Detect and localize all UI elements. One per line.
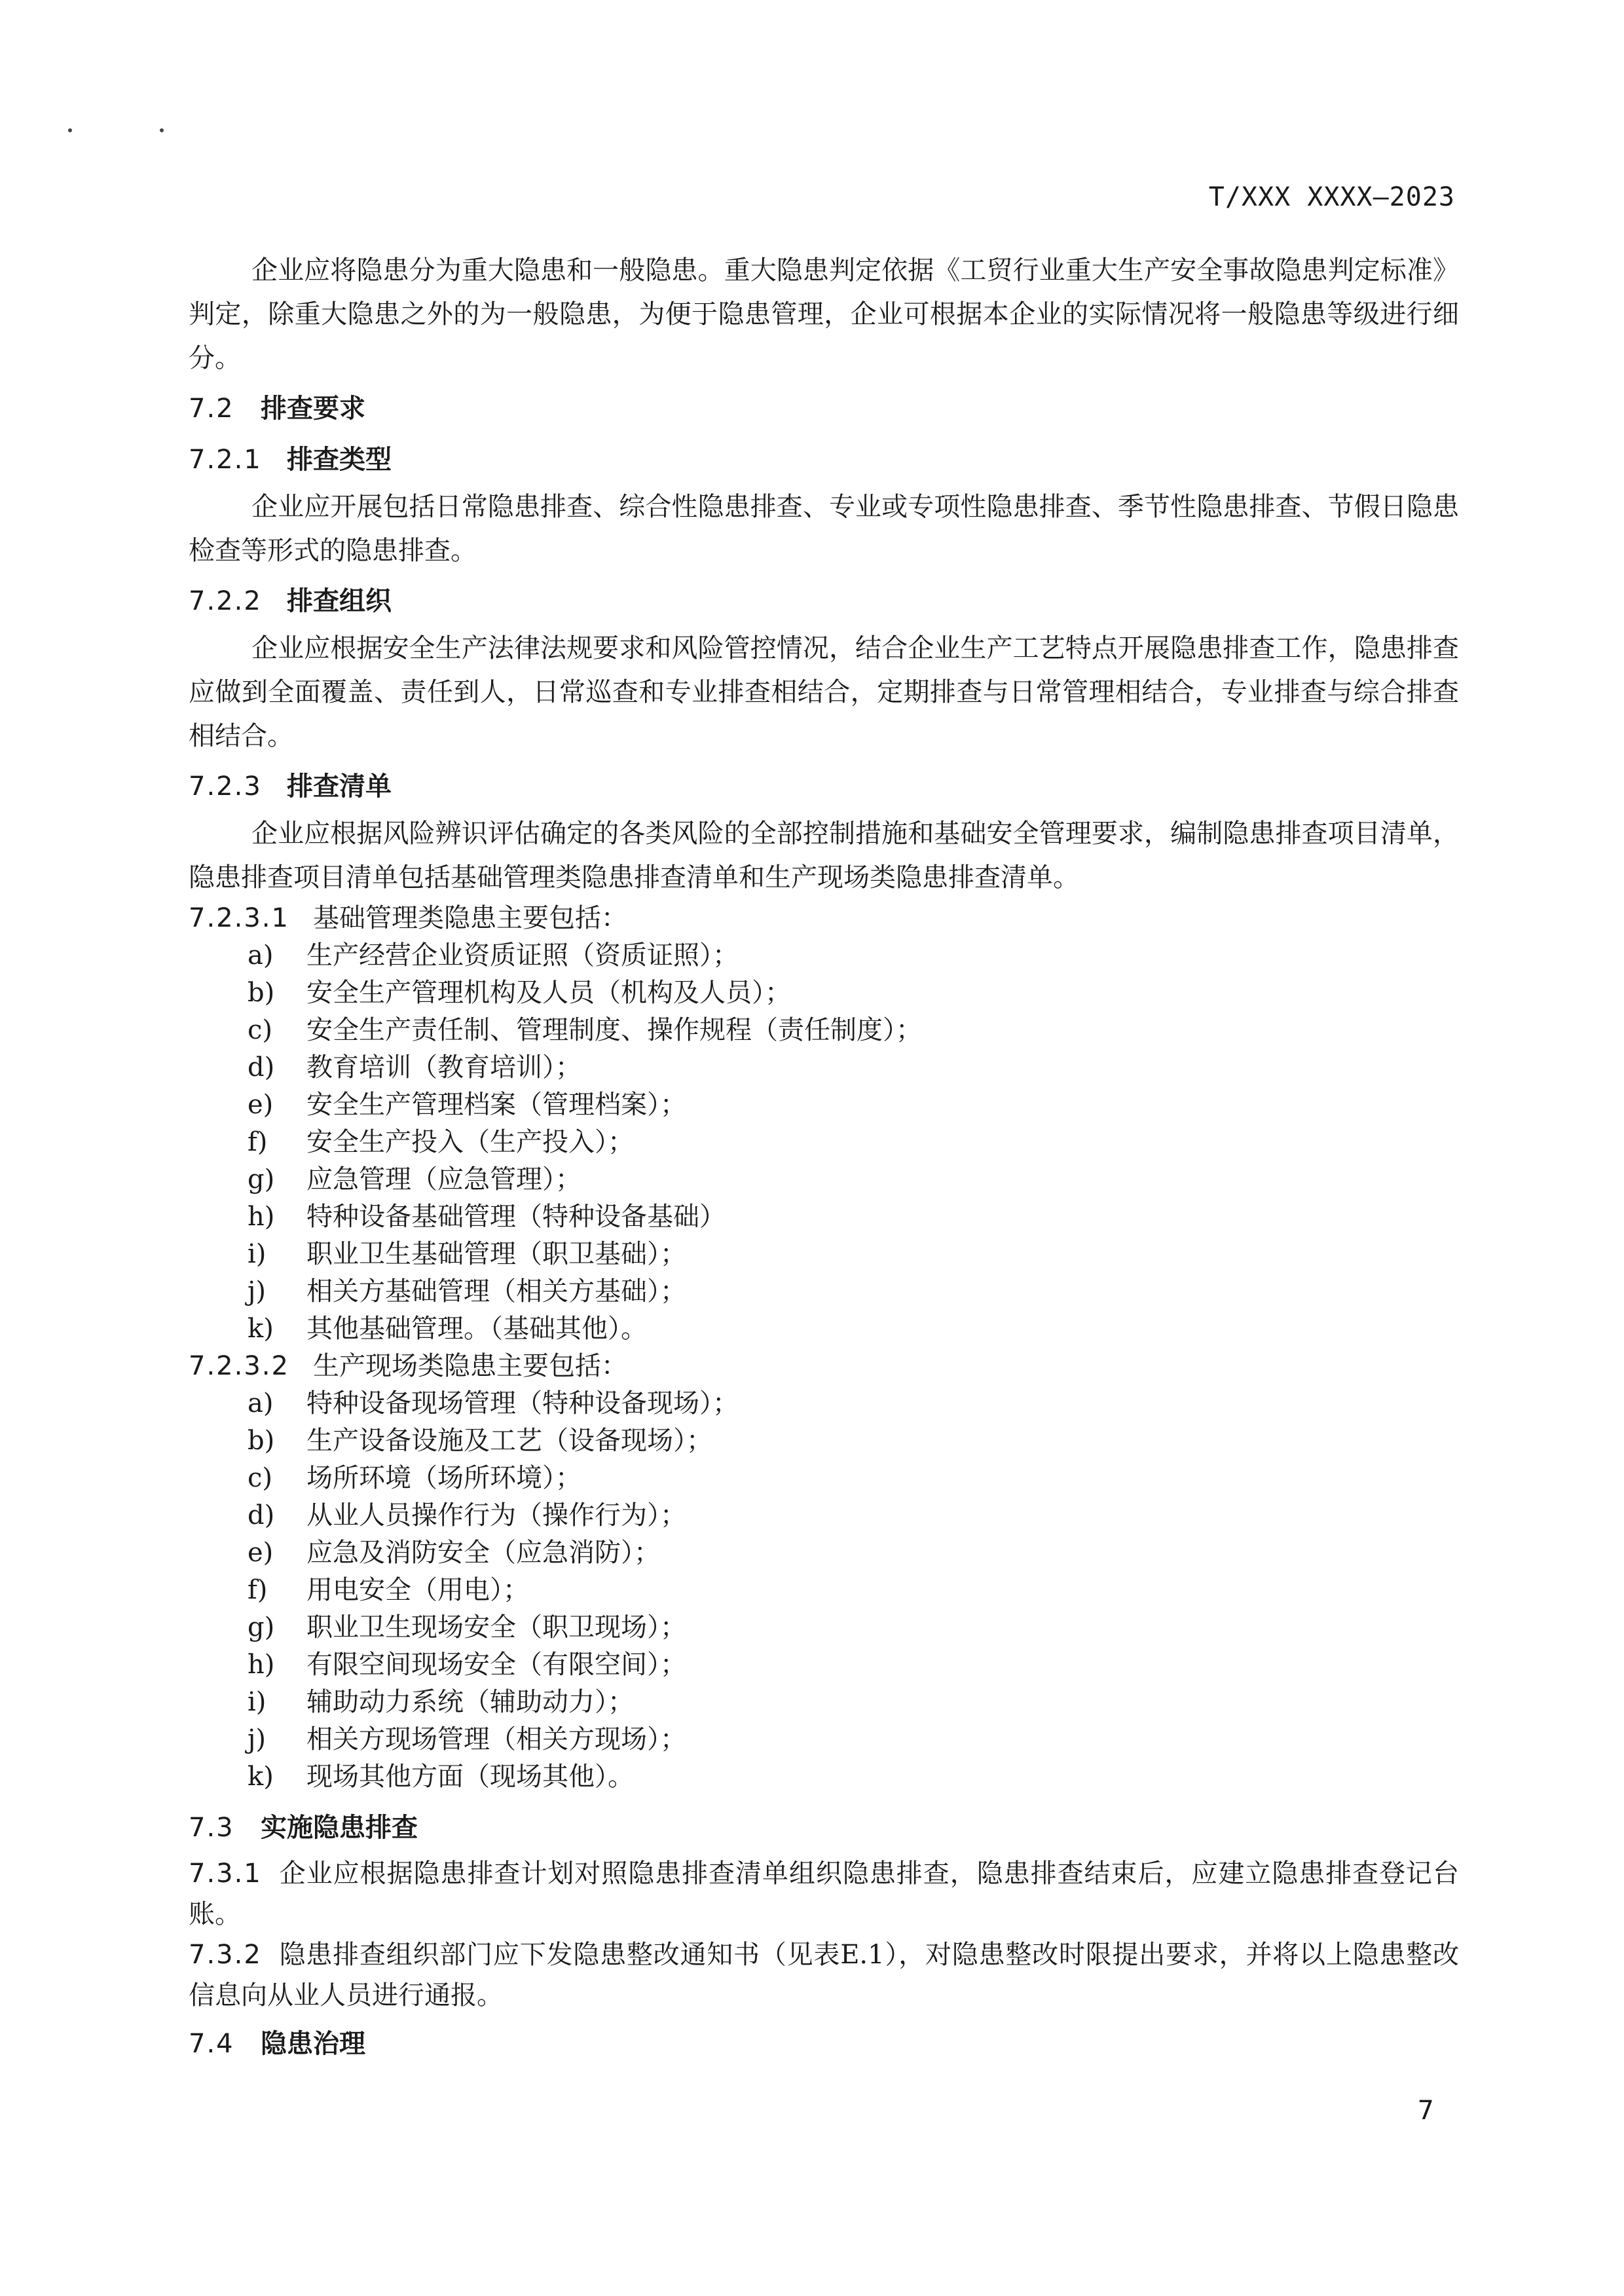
page-number: 7 — [1417, 2096, 1434, 2126]
list-item-marker: b) — [248, 1426, 275, 1456]
section-title: 生产现场类隐患主要包括： — [313, 1351, 627, 1381]
list-item-text: 有限空间现场安全（有限空间）； — [306, 1650, 686, 1680]
section-title: 基础管理类隐患主要包括： — [313, 903, 627, 933]
section-title: 排查清单 — [287, 771, 392, 802]
list-item-text: 安全生产责任制、管理制度、操作规程（责任制度）； — [306, 1015, 922, 1045]
list-item-text: 职业卫生现场安全（职卫现场）； — [306, 1612, 686, 1642]
list-item-marker: h) — [248, 1202, 275, 1232]
list-item-text: 其他基础管理。（基础其他）。 — [306, 1314, 647, 1344]
section-title: 排查类型 — [287, 445, 392, 475]
list-item-text: 应急及消防安全（应急消防）； — [306, 1538, 660, 1568]
list-item-marker: i) — [248, 1687, 267, 1717]
list-item-marker: d) — [248, 1500, 275, 1530]
list-item — [189, 1758, 1459, 1796]
section-7-2-2-text: 企业应根据安全生产法律法规要求和风险管控情况，结合企业生产工艺特点开展隐患排查工作，隐患排查应做到全面覆盖、责任到人，日常巡查和专业排查相结合，定期排查与日常管理相结合，专业排查与综合排查相结合。 — [189, 633, 1459, 751]
production-site-list — [189, 1385, 1459, 1796]
section-number: 7.3.2 — [189, 1940, 262, 1970]
section-7-2-3-1-heading — [189, 900, 1459, 937]
list-item — [189, 1161, 1459, 1198]
list-item-marker: f) — [248, 1127, 268, 1157]
list-item — [189, 1572, 1459, 1609]
section-number: 7.2 — [189, 394, 234, 424]
section-number: 7.2.3.1 — [189, 903, 289, 933]
section-number: 7.2.3 — [189, 771, 262, 802]
list-item-marker: j) — [248, 1724, 267, 1754]
list-item-text: 相关方基础管理（相关方基础）； — [306, 1276, 686, 1306]
list-item-text: 安全生产管理档案（管理档案）； — [306, 1090, 686, 1120]
list-item-text: 安全生产管理机构及人员（机构及人员）； — [306, 978, 791, 1008]
section-7-2-3-text: 企业应根据风险辨识评估确定的各类风险的全部控制措施和基础安全管理要求，编制隐患排查项目清单，隐患排查项目清单包括基础管理类隐患排查清单和生产现场类隐患排查清单。 — [189, 819, 1459, 893]
list-item-text: 特种设备基础管理（特种设备基础） — [306, 1202, 726, 1232]
section-7-2-heading — [189, 386, 1459, 432]
section-number: 7.4 — [189, 2029, 234, 2059]
list-item-marker: k) — [248, 1762, 274, 1792]
list-item-text: 生产设备设施及工艺（设备现场）； — [306, 1426, 712, 1456]
list-item-text: 相关方现场管理（相关方现场）； — [306, 1724, 686, 1754]
section-number: 7.2.2 — [189, 586, 262, 616]
list-item-text: 从业人员操作行为（操作行为）； — [306, 1500, 686, 1530]
page-body — [189, 249, 1459, 2069]
list-item — [189, 1422, 1459, 1460]
list-item — [189, 1236, 1459, 1273]
list-item — [189, 1049, 1459, 1086]
list-item-marker: e) — [248, 1538, 274, 1568]
section-title: 实施隐患排查 — [261, 1813, 418, 1843]
scan-speck — [68, 128, 72, 132]
list-item-marker: g) — [248, 1612, 275, 1642]
section-7-2-1-heading — [189, 437, 1459, 483]
list-item — [189, 1646, 1459, 1684]
section-title: 排查要求 — [261, 394, 365, 424]
section-text: 企业应根据隐患排查计划对照隐患排查清单组织隐患排查，隐患排查结束后，应建立隐患排查登记台账。 — [189, 1859, 1459, 1929]
list-item-marker: a) — [248, 940, 274, 971]
list-item-marker: c) — [248, 1015, 273, 1045]
section-7-2-3-2-heading — [189, 1348, 1459, 1385]
list-item-marker: a) — [248, 1388, 274, 1418]
list-item-text: 现场其他方面（现场其他）。 — [306, 1762, 634, 1792]
section-7-2-1-text: 企业应开展包括日常隐患排查、综合性隐患排查、专业或专项性隐患排查、季节性隐患排查、节假日隐患检查等形式的隐患排查。 — [189, 492, 1459, 566]
scan-speck — [160, 128, 164, 132]
list-item — [189, 1534, 1459, 1572]
intro-paragraph: 企业应将隐患分为重大隐患和一般隐患。重大隐患判定依据《工贸行业重大生产安全事故隐患判定标准》判定，除重大隐患之外的为一般隐患，为便于隐患管理，企业可根据本企业的实际情况将一般隐患等级进行细分。 — [189, 255, 1459, 373]
list-item-marker: i) — [248, 1239, 267, 1269]
list-item — [189, 1684, 1459, 1721]
list-item-text: 场所环境（场所环境）； — [306, 1463, 581, 1493]
list-item — [189, 1310, 1459, 1348]
section-7-3-2 — [189, 1935, 1459, 2016]
list-item-text: 职业卫生基础管理（职卫基础）； — [306, 1239, 686, 1269]
document-code: T/XXX XXXX—2023 — [1208, 182, 1455, 212]
list-item-marker: f) — [248, 1575, 268, 1605]
section-7-3-1 — [189, 1853, 1459, 1935]
list-item — [189, 1385, 1459, 1422]
list-item-marker: b) — [248, 978, 275, 1008]
list-item-marker: c) — [248, 1463, 273, 1493]
list-item-marker: g) — [248, 1164, 275, 1194]
list-item-text: 用电安全（用电）； — [306, 1575, 529, 1605]
list-item-marker: d) — [248, 1052, 275, 1083]
list-item-text: 安全生产投入（生产投入）； — [306, 1127, 634, 1157]
list-item — [189, 1609, 1459, 1646]
list-item-marker: h) — [248, 1650, 275, 1680]
list-item — [189, 1460, 1459, 1497]
section-7-3-heading — [189, 1805, 1459, 1851]
list-item — [189, 1124, 1459, 1161]
list-item-text: 特种设备现场管理（特种设备现场）； — [306, 1388, 739, 1418]
section-7-4-heading — [189, 2021, 1459, 2067]
list-item-marker: e) — [248, 1090, 274, 1120]
list-item-text: 辅助动力系统（辅助动力）； — [306, 1687, 634, 1717]
list-item — [189, 1721, 1459, 1758]
list-item — [189, 937, 1459, 974]
section-text: 隐患排查组织部门应下发隐患整改通知书（见表E.1），对隐患整改时限提出要求，并将以上隐患整改信息向从业人员进行通报。 — [189, 1940, 1459, 2010]
basic-management-list — [189, 937, 1459, 1348]
section-7-2-3-heading — [189, 764, 1459, 809]
section-title: 隐患治理 — [261, 2029, 365, 2059]
list-item — [189, 1273, 1459, 1310]
list-item — [189, 1012, 1459, 1049]
list-item-marker: j) — [248, 1276, 267, 1306]
list-item-text: 生产经营企业资质证照（资质证照）； — [306, 940, 739, 971]
section-7-2-2-heading — [189, 578, 1459, 624]
list-item-text: 教育培训（教育培训）； — [306, 1052, 581, 1083]
list-item — [189, 1086, 1459, 1124]
list-item — [189, 1198, 1459, 1236]
section-number: 7.2.3.2 — [189, 1351, 289, 1381]
section-number: 7.3 — [189, 1813, 234, 1843]
list-item — [189, 974, 1459, 1012]
list-item-text: 应急管理（应急管理）； — [306, 1164, 581, 1194]
list-item-marker: k) — [248, 1314, 274, 1344]
list-item — [189, 1497, 1459, 1534]
section-number: 7.2.1 — [189, 445, 262, 475]
section-number: 7.3.1 — [189, 1859, 262, 1889]
section-title: 排查组织 — [287, 586, 392, 616]
